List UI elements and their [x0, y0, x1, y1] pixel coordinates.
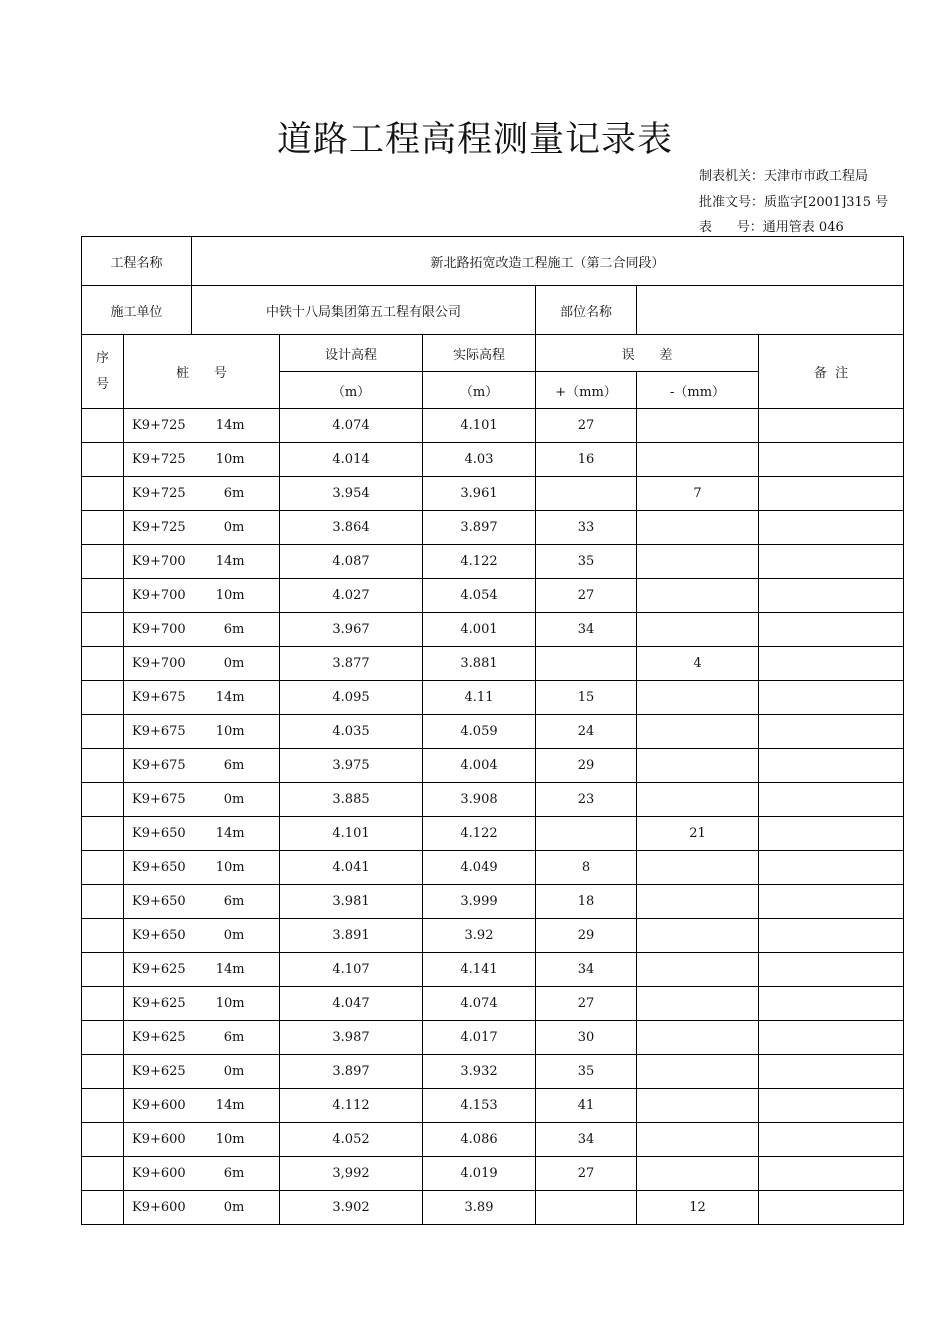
offset-text: 14m	[215, 554, 245, 569]
actual-elevation-cell: 4.03	[423, 443, 536, 477]
design-elevation-cell: 4.052	[280, 1123, 423, 1157]
offset-text: 0m	[223, 928, 245, 943]
stake-cell	[124, 1123, 280, 1157]
actual-elevation-cell: 3.89	[423, 1191, 536, 1225]
stake-cell	[124, 987, 280, 1021]
actual-elevation-cell: 3.999	[423, 885, 536, 919]
design-elevation-cell: 4.014	[280, 443, 423, 477]
seq-cell	[82, 1157, 124, 1191]
station-text: K9+725	[132, 418, 186, 433]
actual-elevation-cell: 3.897	[423, 511, 536, 545]
table-row	[82, 681, 904, 715]
plus-error-cell: 41	[536, 1089, 637, 1123]
offset-text: 6m	[223, 1030, 245, 1045]
seq-header-bottom: 号	[95, 376, 109, 392]
design-unit-header: （m）	[280, 372, 423, 409]
design-elevation-cell: 4.112	[280, 1089, 423, 1123]
remark-cell	[759, 885, 904, 919]
offset-text: 14m	[215, 826, 245, 841]
stake-cell	[124, 545, 280, 579]
table-row	[82, 1021, 904, 1055]
project-row	[82, 237, 904, 286]
plus-error-cell: 8	[536, 851, 637, 885]
offset-text: 14m	[215, 962, 245, 977]
actual-elevation-cell: 3.881	[423, 647, 536, 681]
seq-cell	[82, 715, 124, 749]
design-elevation-cell: 4.107	[280, 953, 423, 987]
actual-elevation-cell: 4.017	[423, 1021, 536, 1055]
offset-text: 6m	[223, 758, 245, 773]
actual-elevation-cell: 4.153	[423, 1089, 536, 1123]
table-row	[82, 851, 904, 885]
offset-text: 14m	[215, 690, 245, 705]
station-text: K9+650	[132, 894, 186, 909]
stake-cell	[124, 715, 280, 749]
station-text: K9+600	[132, 1200, 186, 1215]
stake-cell	[124, 647, 280, 681]
remark-cell	[759, 545, 904, 579]
station-text: K9+675	[132, 758, 186, 773]
stake-cell	[124, 953, 280, 987]
remark-cell	[759, 443, 904, 477]
actual-elevation-cell: 4.074	[423, 987, 536, 1021]
actual-elevation-cell: 3.908	[423, 783, 536, 817]
stake-cell	[124, 749, 280, 783]
part-value	[637, 286, 904, 335]
minus-error-cell	[637, 1157, 759, 1191]
offset-text: 0m	[223, 656, 245, 671]
remark-cell	[759, 409, 904, 443]
stake-cell	[124, 579, 280, 613]
station-text: K9+650	[132, 860, 186, 875]
actual-elevation-cell: 3.961	[423, 477, 536, 511]
plus-error-header: +（mm）	[536, 372, 637, 409]
plus-error-cell: 27	[536, 579, 637, 613]
station-text: K9+700	[132, 622, 186, 637]
station-text: K9+675	[132, 724, 186, 739]
design-elevation-cell: 4.087	[280, 545, 423, 579]
design-elevation-cell: 3.877	[280, 647, 423, 681]
seq-cell	[82, 1089, 124, 1123]
offset-text: 10m	[215, 1132, 245, 1147]
actual-elevation-cell: 4.11	[423, 681, 536, 715]
seq-cell	[82, 545, 124, 579]
minus-error-cell	[637, 749, 759, 783]
design-elevation-cell: 4.027	[280, 579, 423, 613]
actual-elevation-cell: 4.086	[423, 1123, 536, 1157]
plus-error-cell: 16	[536, 443, 637, 477]
table-row	[82, 409, 904, 443]
document-title: 道路工程高程测量记录表	[276, 120, 673, 160]
table-row	[82, 749, 904, 783]
offset-text: 10m	[215, 452, 245, 467]
station-text: K9+625	[132, 1064, 186, 1079]
minus-error-cell: 12	[637, 1191, 759, 1225]
stake-cell	[124, 885, 280, 919]
design-elevation-cell: 3.891	[280, 919, 423, 953]
seq-cell	[82, 443, 124, 477]
plus-error-cell: 30	[536, 1021, 637, 1055]
contractor-label: 施工单位	[82, 286, 192, 335]
station-text: K9+700	[132, 656, 186, 671]
minus-error-cell	[637, 953, 759, 987]
stake-cell	[124, 1089, 280, 1123]
minus-error-cell	[637, 613, 759, 647]
offset-text: 10m	[215, 860, 245, 875]
seq-cell	[82, 987, 124, 1021]
station-text: K9+675	[132, 792, 186, 807]
contractor-value: 中铁十八局集团第五工程有限公司	[192, 286, 536, 335]
remark-cell	[759, 851, 904, 885]
actual-header: 实际高程	[423, 335, 536, 372]
form-number-line: 表 号：通用管表 046	[699, 220, 844, 235]
station-text: K9+600	[132, 1132, 186, 1147]
minus-error-cell	[637, 579, 759, 613]
table-row	[82, 579, 904, 613]
plus-error-cell: 34	[536, 1123, 637, 1157]
table-row	[82, 613, 904, 647]
station-text: K9+600	[132, 1166, 186, 1181]
stake-cell	[124, 919, 280, 953]
remark-cell	[759, 919, 904, 953]
minus-error-cell	[637, 919, 759, 953]
project-label: 工程名称	[82, 237, 192, 286]
stake-cell	[124, 1055, 280, 1089]
minus-error-cell	[637, 1021, 759, 1055]
station-text: K9+700	[132, 588, 186, 603]
actual-elevation-cell: 3.92	[423, 919, 536, 953]
design-elevation-cell: 4.095	[280, 681, 423, 715]
table-row	[82, 477, 904, 511]
remark-cell	[759, 579, 904, 613]
minus-error-cell	[637, 545, 759, 579]
design-elevation-cell: 3.987	[280, 1021, 423, 1055]
stake-cell	[124, 783, 280, 817]
station-text: K9+725	[132, 452, 186, 467]
station-text: K9+625	[132, 996, 186, 1011]
plus-error-cell: 27	[536, 1157, 637, 1191]
minus-error-cell	[637, 885, 759, 919]
plus-error-cell	[536, 477, 637, 511]
plus-error-cell: 29	[536, 919, 637, 953]
remark-cell	[759, 1191, 904, 1225]
table-row	[82, 715, 904, 749]
seq-cell	[82, 783, 124, 817]
remark-header: 备 注	[759, 335, 904, 409]
remark-cell	[759, 1021, 904, 1055]
minus-error-cell	[637, 783, 759, 817]
seq-cell	[82, 817, 124, 851]
design-elevation-cell: 4.101	[280, 817, 423, 851]
seq-cell	[82, 613, 124, 647]
plus-error-cell: 27	[536, 409, 637, 443]
remark-cell	[759, 477, 904, 511]
approval-line: 批准文号：质监字[2001]315 号	[699, 195, 889, 210]
plus-error-cell: 34	[536, 613, 637, 647]
plus-error-cell: 33	[536, 511, 637, 545]
design-header: 设计高程	[280, 335, 423, 372]
seq-cell	[82, 1021, 124, 1055]
design-elevation-cell: 3.975	[280, 749, 423, 783]
actual-elevation-cell: 4.122	[423, 817, 536, 851]
remark-cell	[759, 953, 904, 987]
stake-cell	[124, 443, 280, 477]
actual-elevation-cell: 4.049	[423, 851, 536, 885]
seq-cell	[82, 1191, 124, 1225]
table-row	[82, 885, 904, 919]
seq-cell	[82, 1055, 124, 1089]
station-text: K9+625	[132, 1030, 186, 1045]
table-row	[82, 647, 904, 681]
offset-text: 10m	[215, 588, 245, 603]
station-text: K9+700	[132, 554, 186, 569]
actual-elevation-cell: 4.054	[423, 579, 536, 613]
design-elevation-cell: 4.041	[280, 851, 423, 885]
seq-cell	[82, 749, 124, 783]
offset-text: 10m	[215, 996, 245, 1011]
seq-header	[82, 335, 124, 409]
minus-error-cell	[637, 1123, 759, 1157]
minus-error-cell	[637, 409, 759, 443]
issuer-line: 制表机关：天津市市政工程局	[699, 169, 869, 184]
remark-cell	[759, 511, 904, 545]
minus-error-header: -（mm）	[637, 372, 759, 409]
remark-cell	[759, 715, 904, 749]
offset-text: 0m	[223, 792, 245, 807]
actual-elevation-cell: 4.004	[423, 749, 536, 783]
table-row	[82, 545, 904, 579]
actual-elevation-cell: 4.141	[423, 953, 536, 987]
header-row-1	[82, 335, 904, 372]
plus-error-cell: 27	[536, 987, 637, 1021]
plus-error-cell: 23	[536, 783, 637, 817]
offset-text: 6m	[223, 1166, 245, 1181]
stake-cell	[124, 851, 280, 885]
remark-cell	[759, 1157, 904, 1191]
table-row	[82, 1191, 904, 1225]
minus-error-cell	[637, 511, 759, 545]
station-text: K9+600	[132, 1098, 186, 1113]
design-elevation-cell: 3.902	[280, 1191, 423, 1225]
plus-error-cell: 24	[536, 715, 637, 749]
table-row	[82, 1055, 904, 1089]
actual-elevation-cell: 4.019	[423, 1157, 536, 1191]
stake-cell	[124, 511, 280, 545]
design-elevation-cell: 4.035	[280, 715, 423, 749]
project-value: 新北路拓宽改造工程施工（第二合同段）	[192, 237, 904, 286]
offset-text: 14m	[215, 418, 245, 433]
table-row	[82, 987, 904, 1021]
seq-cell	[82, 885, 124, 919]
remark-cell	[759, 1123, 904, 1157]
seq-cell	[82, 919, 124, 953]
stake-cell	[124, 1191, 280, 1225]
seq-cell	[82, 953, 124, 987]
plus-error-cell: 18	[536, 885, 637, 919]
table-row	[82, 1123, 904, 1157]
minus-error-cell: 7	[637, 477, 759, 511]
seq-cell	[82, 681, 124, 715]
seq-cell	[82, 409, 124, 443]
minus-error-cell	[637, 681, 759, 715]
stake-cell	[124, 613, 280, 647]
stake-cell	[124, 1157, 280, 1191]
plus-error-cell	[536, 647, 637, 681]
seq-cell	[82, 579, 124, 613]
offset-text: 6m	[223, 622, 245, 637]
stake-cell	[124, 477, 280, 511]
design-elevation-cell: 3.954	[280, 477, 423, 511]
actual-elevation-cell: 4.059	[423, 715, 536, 749]
elevation-record-table	[81, 236, 904, 1225]
table-row	[82, 919, 904, 953]
stake-cell	[124, 681, 280, 715]
stake-cell	[124, 409, 280, 443]
offset-text: 14m	[215, 1098, 245, 1113]
design-elevation-cell: 3.967	[280, 613, 423, 647]
minus-error-cell	[637, 1089, 759, 1123]
remark-cell	[759, 613, 904, 647]
remark-cell	[759, 749, 904, 783]
table-row	[82, 1089, 904, 1123]
remark-cell	[759, 783, 904, 817]
remark-cell	[759, 817, 904, 851]
remark-cell	[759, 1055, 904, 1089]
remark-cell	[759, 681, 904, 715]
plus-error-cell: 35	[536, 1055, 637, 1089]
actual-elevation-cell: 4.101	[423, 409, 536, 443]
offset-text: 0m	[223, 1200, 245, 1215]
minus-error-cell	[637, 715, 759, 749]
part-label: 部位名称	[536, 286, 637, 335]
station-text: K9+725	[132, 486, 186, 501]
contractor-row	[82, 286, 904, 335]
table-row	[82, 817, 904, 851]
actual-elevation-cell: 3.932	[423, 1055, 536, 1089]
remark-cell	[759, 987, 904, 1021]
actual-elevation-cell: 4.122	[423, 545, 536, 579]
error-header: 误 差	[536, 335, 759, 372]
design-elevation-cell: 4.047	[280, 987, 423, 1021]
plus-error-cell: 15	[536, 681, 637, 715]
offset-text: 0m	[223, 520, 245, 535]
actual-unit-header: （m）	[423, 372, 536, 409]
seq-cell	[82, 647, 124, 681]
seq-header-top: 序	[95, 350, 109, 366]
minus-error-cell	[637, 851, 759, 885]
table-row	[82, 443, 904, 477]
seq-cell	[82, 851, 124, 885]
station-text: K9+650	[132, 928, 186, 943]
table-row	[82, 953, 904, 987]
stake-cell	[124, 817, 280, 851]
plus-error-cell	[536, 817, 637, 851]
station-text: K9+725	[132, 520, 186, 535]
stake-header: 桩 号	[124, 335, 280, 409]
station-text: K9+675	[132, 690, 186, 705]
plus-error-cell: 29	[536, 749, 637, 783]
station-text: K9+650	[132, 826, 186, 841]
station-text: K9+625	[132, 962, 186, 977]
offset-text: 6m	[223, 486, 245, 501]
actual-elevation-cell: 4.001	[423, 613, 536, 647]
remark-cell	[759, 1089, 904, 1123]
plus-error-cell	[536, 1191, 637, 1225]
remark-cell	[759, 647, 904, 681]
offset-text: 0m	[223, 1064, 245, 1079]
design-elevation-cell: 3.885	[280, 783, 423, 817]
minus-error-cell: 21	[637, 817, 759, 851]
table-row	[82, 783, 904, 817]
design-elevation-cell: 3.864	[280, 511, 423, 545]
offset-text: 6m	[223, 894, 245, 909]
offset-text: 10m	[215, 724, 245, 739]
plus-error-cell: 35	[536, 545, 637, 579]
stake-cell	[124, 1021, 280, 1055]
minus-error-cell	[637, 1055, 759, 1089]
design-elevation-cell: 3.897	[280, 1055, 423, 1089]
seq-cell	[82, 1123, 124, 1157]
plus-error-cell: 34	[536, 953, 637, 987]
design-elevation-cell: 4.074	[280, 409, 423, 443]
minus-error-cell	[637, 987, 759, 1021]
minus-error-cell	[637, 443, 759, 477]
table-row	[82, 1157, 904, 1191]
minus-error-cell: 4	[637, 647, 759, 681]
seq-cell	[82, 511, 124, 545]
design-elevation-cell: 3,992	[280, 1157, 423, 1191]
table-row	[82, 511, 904, 545]
design-elevation-cell: 3.981	[280, 885, 423, 919]
seq-cell	[82, 477, 124, 511]
